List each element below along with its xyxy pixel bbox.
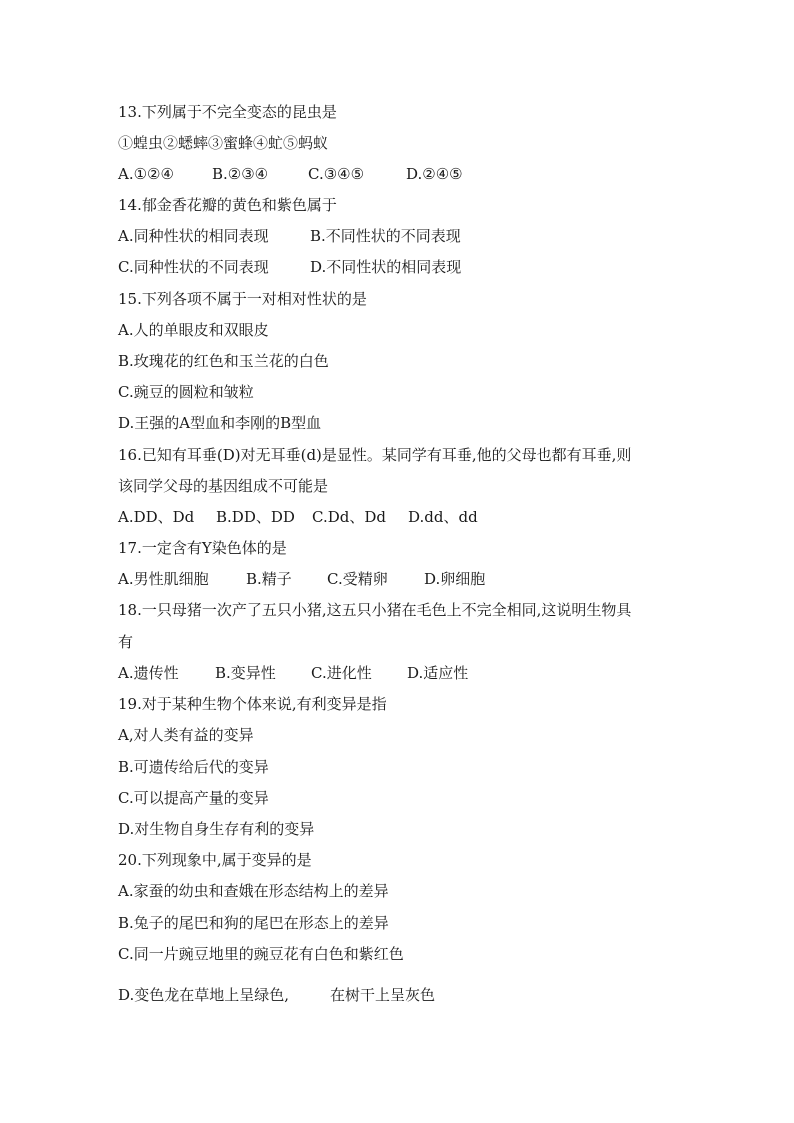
option-c: C.同一片豌豆地里的豌豆花有白色和紫红色 xyxy=(118,945,404,963)
option-d xyxy=(118,985,435,1005)
question-17-stem: 17.一定含有Y染色体的是 xyxy=(118,539,287,557)
option-a: A.家蚕的幼虫和查娥在形态结构上的差异 xyxy=(118,882,389,900)
option-b: B.变异性 xyxy=(215,664,276,682)
question-13-stem: 13.下列属于不完全变态的昆虫是 xyxy=(118,103,337,121)
option-a: A.DD、Dd xyxy=(118,508,195,526)
option-d: D.不同性状的相同表现 xyxy=(310,258,462,276)
question-18-stem-line1: 18.一只母猪一次产了五只小猪,这五只小猪在毛色上不完全相同,这说明生物具 xyxy=(118,601,632,619)
option-d: D.dd、dd xyxy=(408,508,478,526)
option-a: A,对人类有益的变异 xyxy=(118,726,254,744)
question-13-items: ①蝗虫②蟋蟀③蜜蜂④虻⑤蚂蚁 xyxy=(118,134,329,152)
option-d-part1: D.变色龙在草地上呈绿色, xyxy=(118,986,290,1004)
option-a: A.①②④ xyxy=(118,165,174,183)
option-d: D.王强的A型血和李刚的B型血 xyxy=(118,414,322,432)
option-c: C.豌豆的圆粒和皱粒 xyxy=(118,383,254,401)
option-a: A.男性肌细胞 xyxy=(118,570,209,588)
question-19-stem: 19.对于某种生物个体来说,有利变异是指 xyxy=(118,695,387,713)
option-d-part2: 在树干上呈灰色 xyxy=(330,986,436,1004)
question-15-stem: 15.下列各项不属于一对相对性状的是 xyxy=(118,290,367,308)
question-16-stem-line2: 该同学父母的基因组成不可能是 xyxy=(118,477,329,495)
question-16-options xyxy=(118,507,478,527)
option-d: D.对生物自身生存有利的变异 xyxy=(118,820,315,838)
option-c: C.③④⑤ xyxy=(308,165,365,183)
option-b: B.精子 xyxy=(246,570,292,588)
option-b: B.DD、DD xyxy=(216,508,295,526)
option-b: B.可遗传给后代的变异 xyxy=(118,758,269,776)
question-16-stem-line1: 16.已知有耳垂(D)对无耳垂(d)是显性。某同学有耳垂,他的父母也都有耳垂,则 xyxy=(118,446,632,464)
option-c: C.可以提高产量的变异 xyxy=(118,789,269,807)
question-14-options-row2 xyxy=(118,257,461,277)
question-17-options xyxy=(118,569,485,589)
option-b: B.玫瑰花的红色和玉兰花的白色 xyxy=(118,352,329,370)
option-c: C.受精卵 xyxy=(327,570,388,588)
question-14-stem: 14.郁金香花瓣的黄色和紫色属于 xyxy=(118,196,337,214)
question-13-options xyxy=(118,164,463,184)
option-a: A.人的单眼皮和双眼皮 xyxy=(118,321,269,339)
question-20-stem: 20.下列现象中,属于变异的是 xyxy=(118,851,312,869)
option-a: A.遗传性 xyxy=(118,664,179,682)
option-a: A.同种性状的相同表现 xyxy=(118,227,269,245)
option-d: D.卵细胞 xyxy=(424,570,486,588)
option-d: D.适应性 xyxy=(407,664,469,682)
option-c: C.进化性 xyxy=(311,664,372,682)
option-c: C.同种性状的不同表现 xyxy=(118,258,269,276)
question-18-stem-line2: 有 xyxy=(118,633,134,651)
option-b: B.②③④ xyxy=(212,165,269,183)
option-b: B.兔子的尾巴和狗的尾巴在形态上的差异 xyxy=(118,914,389,932)
option-c: C.Dd、Dd xyxy=(312,508,386,526)
question-18-options xyxy=(118,663,468,683)
question-14-options-row1 xyxy=(118,226,461,246)
option-d: D.②④⑤ xyxy=(406,165,463,183)
option-b: B.不同性状的不同表现 xyxy=(310,227,461,245)
